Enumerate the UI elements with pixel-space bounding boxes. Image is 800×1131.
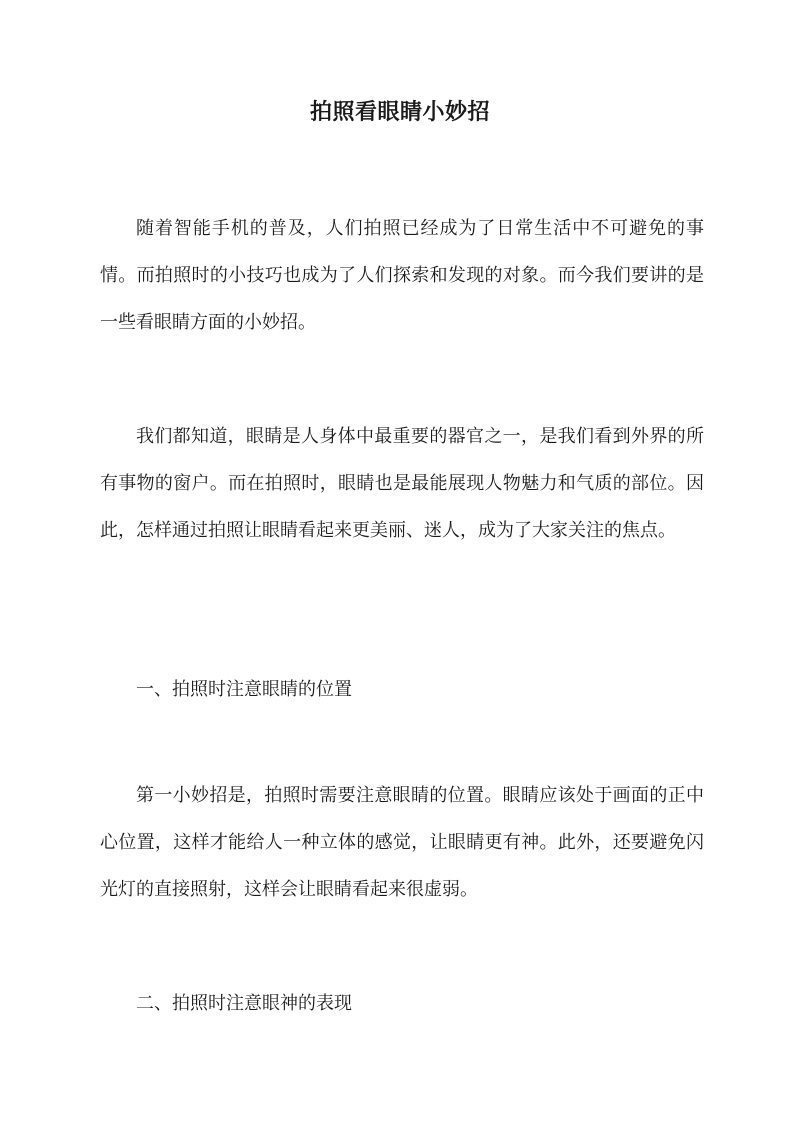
paragraph-eyes-importance: 我们都知道，眼睛是人身体中最重要的器官之一，是我们看到外界的所有事物的窗户。而在拍照时，眼睛也是最能展现人物魅力和气质的部位。因此，怎样通过拍照让眼睛看起来更美丽、迷人，成为了大家关注的焦点。 <box>100 426 704 541</box>
document-title: 拍照看眼睛小妙招 <box>309 99 490 125</box>
section-heading-eye-expression: 二、拍照时注意眼神的表现 <box>136 993 352 1014</box>
section-heading-eye-position: 一、拍照时注意眼睛的位置 <box>136 679 352 700</box>
paragraph-first-tip: 第一小妙招是，拍照时需要注意眼睛的位置。眼睛应该处于画面的正中心位置，这样才能给人一种立体的感觉，让眼睛更有神。此外，还要避免闪光灯的直接照射，这样会让眼睛看起来很虚弱。 <box>100 785 704 900</box>
paragraph-intro: 随着智能手机的普及，人们拍照已经成为了日常生活中不可避免的事情。而拍照时的小技巧也成为了人们探索和发现的对象。而今我们要讲的是一些看眼睛方面的小妙招。 <box>100 218 704 333</box>
